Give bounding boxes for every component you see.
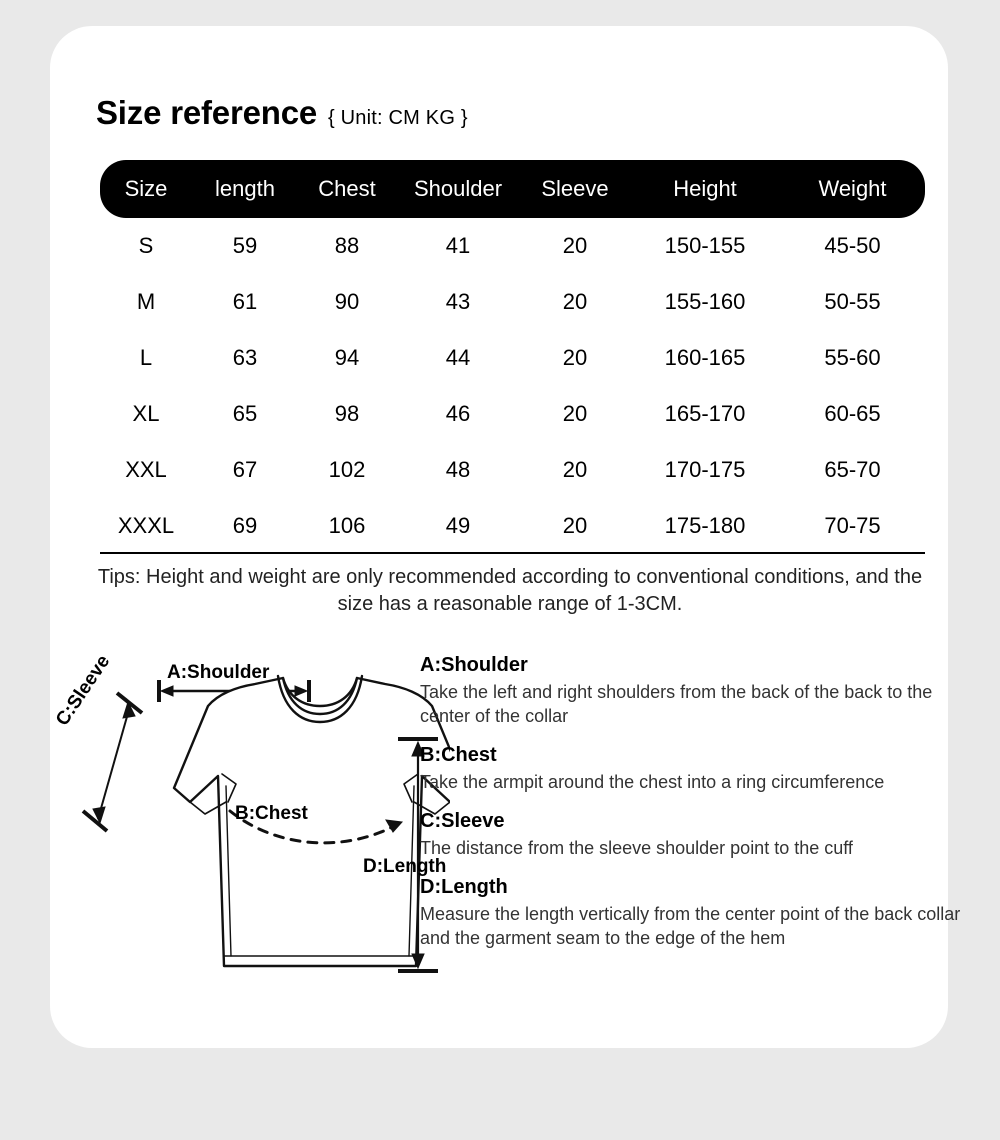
table-row <box>100 218 925 274</box>
cell-chest: 98 <box>334 401 360 426</box>
table-header-row <box>100 160 925 218</box>
cell-weight: 50-55 <box>824 289 881 314</box>
unit-note: { Unit: CM KG } <box>328 107 468 129</box>
table-row <box>100 274 925 330</box>
definition-title: C:Sleeve <box>420 810 505 832</box>
column-header-sleeve: Sleeve <box>541 176 609 201</box>
size-table-wrapper <box>100 160 925 554</box>
table-row <box>100 442 925 498</box>
cell-size: S <box>138 233 154 258</box>
cell-size: XXL <box>125 457 167 482</box>
diagram-label-chest: B:Chest <box>235 803 308 824</box>
cell-chest: 90 <box>334 289 360 314</box>
column-header-size: Size <box>124 176 168 201</box>
cell-height: 155-160 <box>664 289 746 314</box>
cell-height: 150-155 <box>664 233 746 258</box>
cell-sleeve: 20 <box>562 457 588 482</box>
cell-sleeve: 20 <box>562 513 588 538</box>
column-header-weight: Weight <box>818 176 887 201</box>
size-table <box>100 160 925 554</box>
cell-weight: 55-60 <box>824 345 881 370</box>
column-header-height: Height <box>673 176 737 201</box>
cell-height: 165-170 <box>664 401 746 426</box>
cell-shoulder: 46 <box>445 401 471 426</box>
cell-shoulder: 41 <box>445 233 471 258</box>
cell-sleeve: 20 <box>562 233 588 258</box>
cell-chest: 102 <box>328 457 366 482</box>
tshirt-measurement-diagram <box>50 626 450 986</box>
cell-length: 61 <box>232 289 258 314</box>
cell-sleeve: 20 <box>562 289 588 314</box>
diagram-label-length: D:Length <box>363 856 447 877</box>
cell-chest: 106 <box>328 513 366 538</box>
diagram-label-shoulder: A:Shoulder <box>167 662 270 683</box>
diagram-label-sleeve: C:Sleeve <box>52 651 115 730</box>
column-header-chest: Chest <box>318 176 376 201</box>
cell-length: 67 <box>232 457 258 482</box>
cell-height: 170-175 <box>664 457 746 482</box>
cell-weight: 45-50 <box>824 233 881 258</box>
table-body <box>100 218 925 554</box>
cell-length: 63 <box>232 345 258 370</box>
cell-shoulder: 49 <box>445 513 471 538</box>
definition-body: The distance from the sleeve shoulder point to the cuff <box>420 838 853 858</box>
cell-size: XXXL <box>117 513 175 538</box>
cell-length: 65 <box>232 401 258 426</box>
cell-chest: 88 <box>334 233 360 258</box>
cell-chest: 94 <box>334 345 360 370</box>
cell-sleeve: 20 <box>562 401 588 426</box>
definition-title: B:Chest <box>420 744 497 766</box>
tshirt-outline <box>174 676 450 966</box>
cell-shoulder: 43 <box>445 289 471 314</box>
cell-weight: 60-65 <box>824 401 881 426</box>
definition-body: Take the armpit around the chest into a ring circumference <box>420 772 885 792</box>
cell-sleeve: 20 <box>562 345 588 370</box>
cell-height: 160-165 <box>664 345 746 370</box>
table-head <box>100 160 925 218</box>
cell-height: 175-180 <box>664 513 746 538</box>
table-row <box>100 498 925 554</box>
page-title <box>96 94 468 132</box>
definition-body: Measure the length vertically from the center point of the back collar and the garment seam to the edge of the hem <box>420 904 961 948</box>
sleeve-measure-arrow <box>83 693 142 831</box>
cell-shoulder: 44 <box>445 345 471 370</box>
cell-shoulder: 48 <box>445 457 471 482</box>
column-header-length: length <box>215 176 275 201</box>
cell-size: L <box>139 345 153 370</box>
definition-title: A:Shoulder <box>420 654 528 676</box>
cell-size: XL <box>132 401 160 426</box>
definition-body: Take the left and right shoulders from the back of the back to the center of the collar <box>420 682 933 726</box>
size-chart-card <box>50 26 961 1048</box>
definition-title: D:Length <box>420 876 508 898</box>
definition-length <box>420 876 965 950</box>
tips-text: Tips: Height and weight are only recommended according to conventional conditions, and the size has a reasonable range of 1-3CM. <box>97 566 923 615</box>
measurement-definitions <box>420 654 965 950</box>
cell-length: 59 <box>232 233 258 258</box>
cell-size: M <box>136 289 156 314</box>
cell-length: 69 <box>232 513 258 538</box>
cell-weight: 65-70 <box>824 457 881 482</box>
title-text: Size reference <box>96 94 317 131</box>
definition-sleeve <box>420 810 965 860</box>
table-row <box>100 386 925 442</box>
table-row <box>100 330 925 386</box>
definition-shoulder <box>420 654 965 728</box>
column-header-shoulder: Shoulder <box>413 176 503 201</box>
cell-weight: 70-75 <box>824 513 881 538</box>
definition-chest <box>420 744 965 794</box>
